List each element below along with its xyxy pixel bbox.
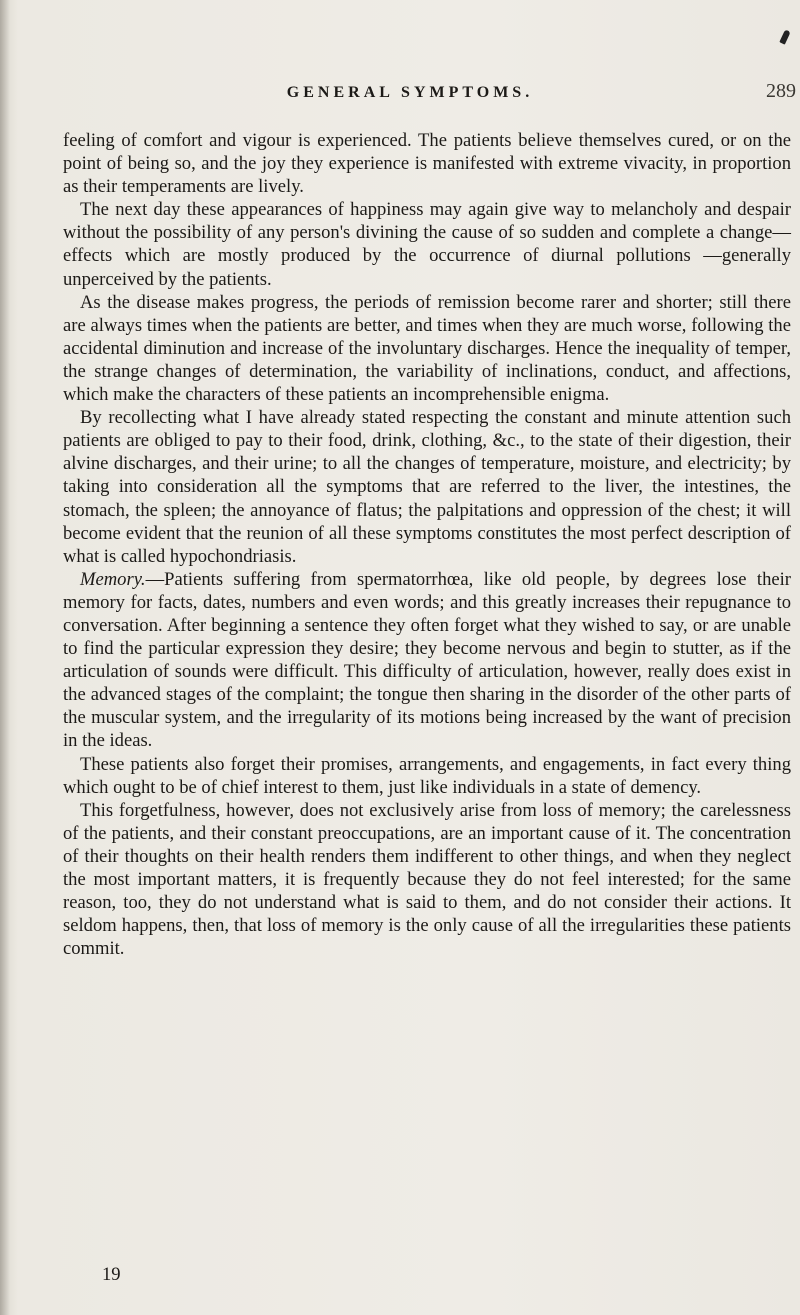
running-head: GENERAL SYMPTOMS. <box>286 84 534 101</box>
paragraph: The next day these appearances of happiness may again give way to melancholy and despair without the possibility of any person's divining the cause of so sudden and complete a change—effects which are mostly produced by the occurrence of diurnal pollutions —generally unperceived by the patients. <box>63 199 791 290</box>
paragraph-text: —Patients suffering from spermatorrhœa, like old people, by degrees lose their memory for facts, dates, numbers and even words; and this greatly increases their repugnance to conversation. After beginning a sentence they often forget what they wished to say, or are unable to find the particular expression they desire; they become nervous and begin to stutter, as if the articulation of sounds were difficult. This difficulty of articulation, however, really does exist in the advanced stages of the complaint; the tongue then sharing in the disorder of the other parts of the muscular system, and the irregularity of its motions being increased by the want of precision in the ideas. <box>63 568 791 752</box>
ink-blot-mark <box>779 29 790 44</box>
paragraph-memory <box>63 568 791 753</box>
signature-mark: 19 <box>102 1264 121 1285</box>
paragraph: These patients also forget their promises, arrangements, and engagements, in fact every thing which ought to be of chief interest to them, just like individuals in a state of demency. <box>63 753 791 798</box>
paragraph: This forgetfulness, however, does not exclusively arise from loss of memory; the carelessness of the patients, and their constant preoccupations, are an important cause of it. The concentration of their thoughts on their health renders them indifferent to other things, and when they neglect the most important matters, it is frequently because they do not feel interested; for the same reason, too, they do not understand what is said to them, and do not consider their actions. It seldom happens, then, that loss of memory is the only cause of all the irregularities these patients commit. <box>63 799 791 960</box>
paragraph: feeling of comfort and vigour is experienced. The patients believe themselves cured, or on the point of being so, and the joy they experience is manifested with extreme vivacity, in proportion as their temperaments are lively. <box>63 130 791 198</box>
section-heading-memory: Memory. <box>80 568 146 590</box>
gutter-shadow <box>0 0 10 1315</box>
body-text <box>63 129 791 960</box>
page-number: 289 <box>766 80 796 102</box>
paragraph: As the disease makes progress, the periods of remission become rarer and shorter; still there are always times when the patients are better, and times when they are much worse, following the accidental diminution and increase of the involuntary discharges. Hence the inequality of temper, the strange changes of determination, the variability of inclinations, conduct, and affections, which make the characters of these patients an incomprehensible enigma. <box>63 291 791 406</box>
paragraph: By recollecting what I have already stated respecting the constant and minute attention such patients are obliged to pay to their food, drink, clothing, &c., to the state of their digestion, their alvine discharges, and their urine; to all the changes of temperature, moisture, and electricity; by taking into consideration all the symptoms that are referred to the liver, the intestines, the stomach, the spleen; the annoyance of flatus; the palpitations and oppression of the chest; it will become evident that the reunion of all these symptoms constitutes the most perfect description of what is called hypochondriasis. <box>63 407 791 567</box>
